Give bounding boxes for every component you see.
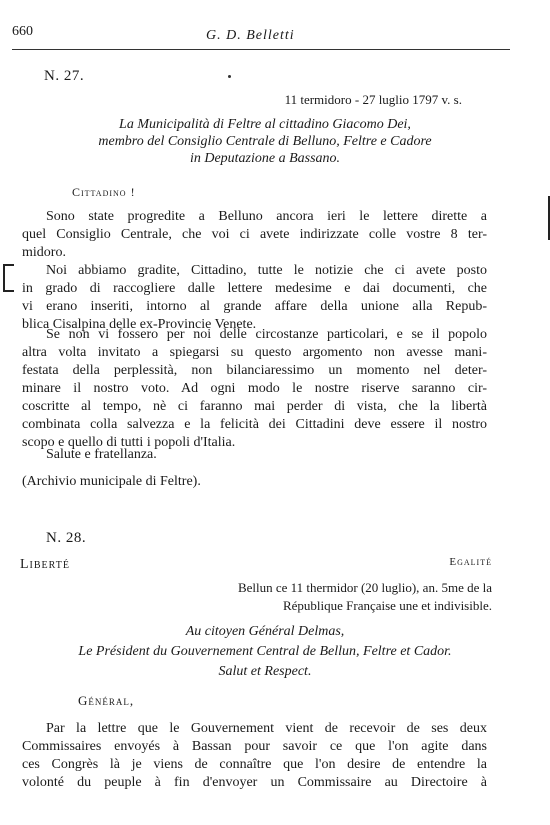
doc28-egalite: Egalité (449, 556, 492, 568)
text-line: altra volta invitato a spiegarsi su questo argomento non avesse mani- (22, 345, 487, 360)
text-line: scopo e quello di tutti i popoli d'Italia. (22, 435, 236, 450)
text-line: midoro. (22, 245, 66, 260)
doc28-salutation: Général, (78, 693, 135, 708)
doc28-date-line-1: Bellun ce 11 thermidor (20 luglio), an. 5me de la (237, 580, 492, 595)
doc27-paragraph-2 (22, 262, 487, 334)
text-line: blica Cisalpina delle ex-Provincie Venete. (22, 317, 257, 332)
doc27-closing: Salute e fratellanza. (46, 447, 157, 462)
doc28-title (30, 622, 500, 682)
doc27-date: 11 termidoro - 27 luglio 1797 v. s. (284, 92, 462, 107)
text-line: Sono state progredite a Belluno ancora ieri le lettere dirette a (46, 209, 487, 224)
text-line: Par la lettre que le Gouvernement vient de recevoir de ses deux (46, 721, 487, 736)
doc27-title-line: La Municipalità di Feltre al cittadino Giacomo Dei, (119, 117, 411, 132)
text-line: vi erano inseriti, intorno al grande affare della unione alla Repub- (22, 299, 487, 314)
text-line: festata della perplessità, non bilanciaressimo un momento nel deter- (22, 363, 487, 378)
text-line: quel Consiglio Centrale, che voi ci avete indirizzate colle vostre 8 ter- (22, 227, 487, 242)
doc28-paragraph-1 (22, 720, 487, 792)
text-line: coscritte al tempo, nè ci faranno mai perder di vista, che la libertà (22, 399, 487, 414)
doc28-date-line-2: République Française une et indivisible. (282, 598, 492, 613)
speck-mark (228, 75, 231, 78)
doc28-number: N. 28. (46, 530, 87, 546)
doc27-paragraph-3 (22, 326, 487, 452)
doc28-title-line: Salut et Respect. (218, 664, 312, 679)
text-line: combinata colla salvezza e la felicità dei Cittadini deve essere il nostro (22, 417, 487, 432)
text-line: ces Congrès là je viens de connaître que l'on desire de entendre la (22, 757, 487, 772)
text-line: Noi abbiamo gradite, Cittadino, tutte le notizie che ci avete posto (46, 263, 487, 278)
doc28-liberte: Liberté (20, 557, 70, 572)
doc28-title-line: Au citoyen Général Delmas, (185, 624, 345, 639)
margin-bracket-mark (3, 264, 14, 292)
doc27-title-line: in Deputazione a Bassano. (189, 151, 341, 166)
text-line: in grado di raccogliere dalle lettere medesime e dai documenti, che (22, 281, 487, 296)
running-title: G. D. Belletti (206, 28, 295, 43)
text-line: Se non vi fossero per noi delle circostanze particolari, e se il popolo (46, 327, 487, 342)
doc27-number: N. 27. (44, 68, 85, 84)
doc27-title (30, 116, 500, 167)
text-line: minare il nostro voto. Ad ogni modo le nostre riserve saranno cir- (22, 381, 487, 396)
doc27-source: (Archivio municipale di Feltre). (22, 474, 201, 489)
doc27-title-line: membro del Consiglio Centrale di Belluno, Feltre e Cadore (98, 134, 432, 149)
doc27-salutation: Cittadino ! (72, 185, 136, 199)
doc27-paragraph-1 (22, 208, 487, 262)
text-line: Commissaires envoyés à Bassan pour savoir ce que l'on agite dans (22, 739, 487, 754)
page-number: 660 (12, 24, 33, 39)
header-rule (12, 49, 510, 50)
text-line: volonté du peuple à fin d'envoyer un Commissaire au Directoire à (22, 775, 487, 790)
doc28-title-line: Le Président du Gouvernement Central de Bellun, Feltre et Cador. (78, 644, 452, 659)
